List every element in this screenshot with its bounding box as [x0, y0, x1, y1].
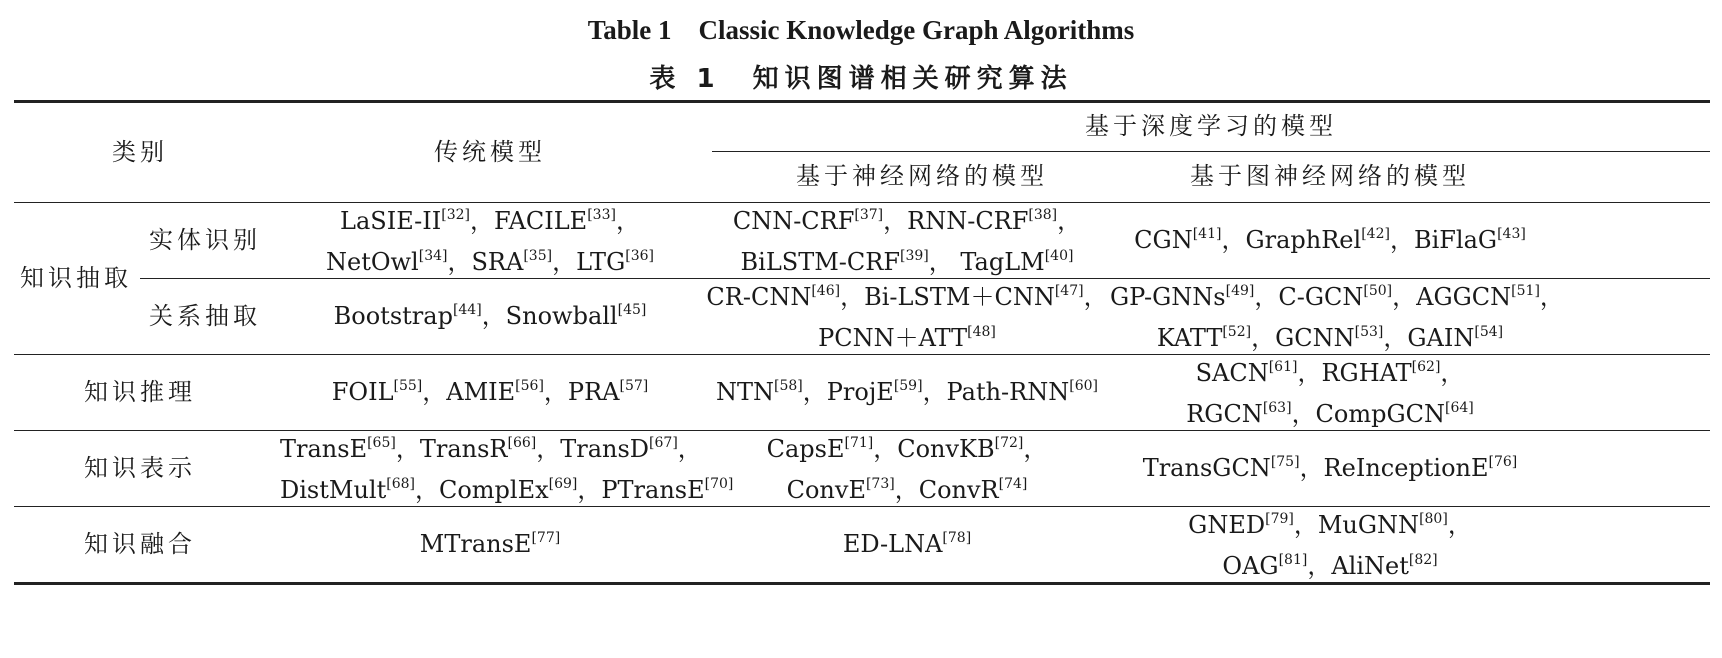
cell-line: [702, 431, 1112, 472]
model-name: ，PTransE: [577, 476, 705, 504]
model-name: ，GraphRel: [1221, 226, 1362, 254]
citation-ref: [48]: [967, 324, 996, 340]
cell-line: [1110, 396, 1550, 437]
model-name: Bootstrap: [333, 302, 453, 330]
model-name: ，Bi-LSTM＋CNN: [840, 283, 1055, 311]
citation-ref: [73]: [865, 476, 895, 492]
citation-ref: [33]: [587, 207, 616, 223]
cell-line: [280, 244, 700, 285]
cell-relation-traditional: [280, 298, 700, 339]
citation-ref: [76]: [1488, 454, 1518, 470]
cell-relation-gnn: [1110, 279, 1564, 361]
cell-line: [1110, 355, 1550, 396]
citation-ref: [62]: [1411, 359, 1441, 375]
citation-ref: [34]: [418, 248, 448, 264]
model-name: ，RNN-CRF: [883, 207, 1029, 235]
cell-fusion-nn: [702, 526, 1112, 567]
citation-ref: [50]: [1363, 283, 1393, 299]
row-label-relation-extraction: 关系抽取: [149, 302, 261, 330]
citation-ref: [75]: [1270, 454, 1300, 470]
cell-line: [280, 374, 700, 415]
model-name: ，BiFlaG: [1389, 226, 1498, 254]
deep-header-rule: [712, 151, 1710, 152]
model-name: ，: [1539, 283, 1564, 311]
cell-line: [702, 203, 1112, 244]
cell-line: [1110, 450, 1550, 491]
cell-line: [280, 431, 700, 472]
citation-ref: [36]: [625, 248, 654, 264]
citation-ref: [81]: [1278, 552, 1308, 568]
citation-ref: [63]: [1262, 400, 1292, 416]
cell-fusion-traditional: [280, 526, 700, 567]
citation-ref: [45]: [617, 302, 647, 318]
cell-line: [280, 472, 734, 513]
citation-ref: [59]: [893, 378, 923, 394]
model-name: ，ConvKB: [873, 435, 995, 463]
model-name: ，TransR: [395, 435, 508, 463]
model-name: ，FACILE: [470, 207, 588, 235]
model-name: ，: [1057, 207, 1082, 235]
header-deep-learning: 基于深度学习的模型: [1085, 112, 1337, 140]
cell-line: [280, 203, 700, 244]
citation-ref: [53]: [1354, 324, 1384, 340]
citation-ref: [74]: [998, 476, 1028, 492]
cell-entity-traditional: [280, 203, 700, 285]
citation-ref: [38]: [1028, 207, 1058, 223]
model-name: TransGCN: [1142, 454, 1271, 482]
citation-ref: [64]: [1445, 400, 1474, 416]
header-category: 类别: [112, 138, 168, 166]
cell-line: [1110, 279, 1564, 320]
table-caption-en: Table 1 Classic Knowledge Graph Algorithms: [587, 15, 1135, 45]
model-name: ，RGHAT: [1297, 359, 1412, 387]
header-graph-neural-network: 基于图神经网络的模型: [1190, 162, 1470, 190]
model-name: MTransE: [419, 530, 532, 558]
model-name: ，AGGCN: [1392, 283, 1512, 311]
cell-reasoning-nn: [702, 374, 1112, 415]
model-name: ，: [1447, 511, 1472, 539]
model-name: ，: [615, 207, 640, 235]
model-name: NetOwl: [325, 248, 419, 276]
model-name: ，ReInceptionE: [1299, 454, 1489, 482]
model-name: ，AMIE: [422, 378, 516, 406]
header-neural-network: 基于神经网络的模型: [796, 162, 1048, 190]
model-name: FOIL: [331, 378, 394, 406]
model-name: CapsE: [766, 435, 845, 463]
model-name: DistMult: [280, 476, 387, 504]
model-name: ，MuGNN: [1293, 511, 1420, 539]
row-label-reasoning: 知识推理: [84, 378, 196, 406]
model-name: ，SRA: [447, 248, 524, 276]
cell-line: [280, 298, 700, 339]
cell-line: [702, 279, 1112, 320]
cell-line: [702, 374, 1112, 415]
model-name: ，AliNet: [1307, 552, 1409, 580]
model-name: TransE: [280, 435, 368, 463]
citation-ref: [56]: [515, 378, 544, 394]
cell-reasoning-traditional: [280, 374, 700, 415]
citation-ref: [70]: [704, 476, 734, 492]
model-name: ，: [677, 435, 702, 463]
model-name: ，TransD: [536, 435, 650, 463]
citation-ref: [51]: [1511, 283, 1540, 299]
model-name: ED-LNA: [842, 530, 943, 558]
model-name: ，: [1083, 283, 1108, 311]
citation-ref: [55]: [393, 378, 423, 394]
citation-ref: [47]: [1054, 283, 1084, 299]
model-name: ，C-GCN: [1254, 283, 1364, 311]
top-rule: [14, 100, 1710, 103]
citation-ref: [77]: [531, 530, 561, 546]
citation-ref: [79]: [1265, 511, 1294, 527]
model-name: CR-CNN: [706, 283, 812, 311]
model-name: ，: [1023, 435, 1048, 463]
model-name: KATT: [1156, 324, 1223, 352]
citation-ref: [57]: [619, 378, 649, 394]
row-label-representation: 知识表示: [84, 454, 196, 482]
citation-ref: [40]: [1044, 248, 1074, 264]
citation-ref: [43]: [1497, 226, 1526, 242]
citation-ref: [67]: [649, 435, 678, 451]
model-name: RGCN: [1186, 400, 1263, 428]
cell-entity-nn: [702, 203, 1112, 285]
cell-representation-traditional: [280, 431, 734, 513]
citation-ref: [60]: [1069, 378, 1098, 394]
model-name: ， TagLM: [928, 248, 1045, 276]
model-name: ，: [1440, 359, 1465, 387]
model-name: CGN: [1134, 226, 1193, 254]
citation-ref: [66]: [507, 435, 537, 451]
citation-ref: [54]: [1474, 324, 1504, 340]
model-name: ，ConvR: [894, 476, 999, 504]
cell-representation-gnn: [1110, 450, 1550, 491]
cell-line: [1110, 222, 1550, 263]
model-name: ，Snowball: [481, 302, 618, 330]
model-name: NTN: [716, 378, 775, 406]
citation-ref: [49]: [1225, 283, 1255, 299]
citation-ref: [78]: [942, 530, 972, 546]
model-name: CNN-CRF: [732, 207, 855, 235]
cell-relation-nn: [702, 279, 1112, 361]
citation-ref: [46]: [811, 283, 841, 299]
citation-ref: [72]: [994, 435, 1024, 451]
citation-ref: [80]: [1419, 511, 1448, 527]
row-label-fusion: 知识融合: [84, 530, 196, 558]
citation-ref: [61]: [1268, 359, 1298, 375]
cell-line: [702, 472, 1112, 513]
model-name: ，Path-RNN: [922, 378, 1070, 406]
model-name: ，ComplEx: [414, 476, 549, 504]
citation-ref: [52]: [1222, 324, 1252, 340]
model-name: ，CompGCN: [1291, 400, 1446, 428]
model-name: GP-GNNs: [1110, 283, 1226, 311]
cell-entity-gnn: [1110, 222, 1550, 263]
cell-line: [280, 526, 700, 567]
model-name: ，LTG: [552, 248, 626, 276]
model-name: LaSIE-II: [340, 207, 442, 235]
model-name: PCNN＋ATT: [818, 324, 968, 352]
citation-ref: [39]: [900, 248, 929, 264]
cell-line: [1110, 507, 1550, 548]
model-name: OAG: [1222, 552, 1279, 580]
citation-ref: [69]: [548, 476, 578, 492]
header-traditional: 传统模型: [434, 138, 546, 166]
citation-ref: [58]: [774, 378, 803, 394]
cell-fusion-gnn: [1110, 507, 1550, 589]
cell-line: [1110, 548, 1550, 589]
row-label-entity-recognition: 实体识别: [149, 226, 261, 254]
model-name: ，ProjE: [802, 378, 894, 406]
model-name: GNED: [1188, 511, 1266, 539]
model-name: ，GAIN: [1383, 324, 1475, 352]
model-name: ，PRA: [543, 378, 620, 406]
citation-ref: [37]: [854, 207, 884, 223]
citation-ref: [42]: [1361, 226, 1390, 242]
cell-line: [702, 320, 1112, 361]
cell-line: [702, 526, 1112, 567]
cell-reasoning-gnn: [1110, 355, 1550, 437]
citation-ref: [65]: [367, 435, 396, 451]
citation-ref: [44]: [452, 302, 482, 318]
citation-ref: [41]: [1192, 226, 1222, 242]
cell-representation-nn: [702, 431, 1112, 513]
citation-ref: [71]: [844, 435, 874, 451]
table-caption-zh: 表 1 知识图谱相关研究算法: [649, 64, 1073, 94]
citation-ref: [32]: [441, 207, 470, 223]
model-name: ，GCNN: [1251, 324, 1355, 352]
model-name: SACN: [1195, 359, 1269, 387]
model-name: ConvE: [786, 476, 866, 504]
citation-ref: [82]: [1408, 552, 1438, 568]
citation-ref: [35]: [523, 248, 553, 264]
model-name: BiLSTM-CRF: [740, 248, 900, 276]
row-label-extraction: 知识抽取: [20, 264, 132, 292]
citation-ref: [68]: [386, 476, 415, 492]
